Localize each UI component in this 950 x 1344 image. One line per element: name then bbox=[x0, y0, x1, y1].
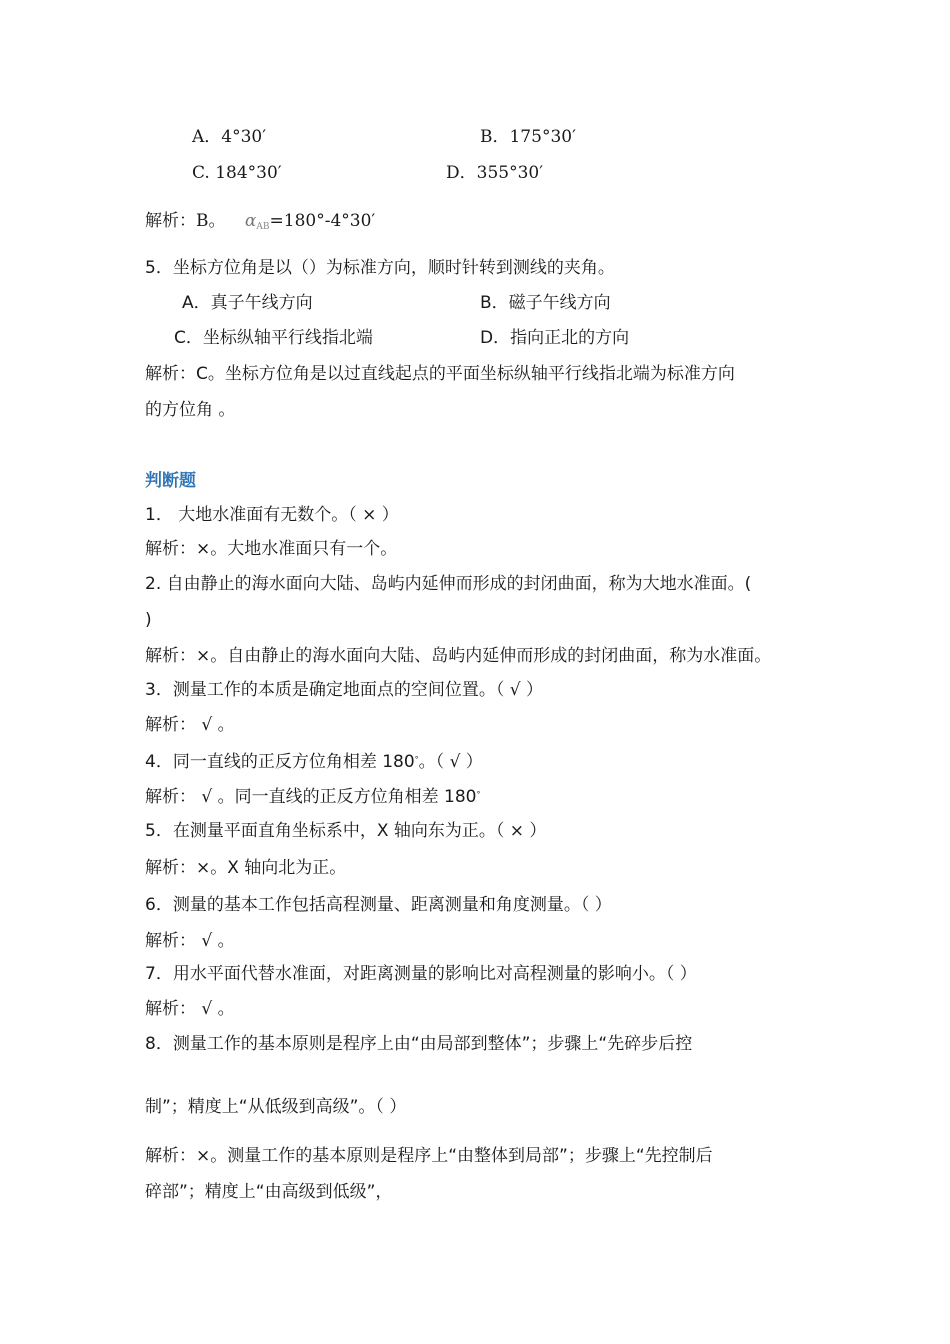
tf-analysis-6: 解析： √ 。 bbox=[145, 931, 235, 951]
alpha-subscript: AB bbox=[256, 222, 270, 232]
tf-question-4-text: 4．同一直线的正反方位角相差 180 bbox=[145, 752, 415, 772]
tf-question-3: 3．测量工作的本质是确定地面点的空间位置。（ √ ） bbox=[145, 680, 543, 700]
tf-question-5: 5．在测量平面直角坐标系中，X 轴向东为正。（ × ） bbox=[145, 821, 547, 841]
q5-analysis-line-1: 解析：C。坐标方位角是以过直线起点的平面坐标纵轴平行线指北端为标准方向 bbox=[145, 364, 735, 384]
tf-question-2-line-1: 2. 自由静止的海水面向大陆、岛屿内延伸而形成的封闭曲面，称为大地水准面。( bbox=[145, 574, 752, 594]
analysis-prefix: 解析：B。 bbox=[145, 211, 226, 231]
tf-analysis-5: 解析：×。X 轴向北为正。 bbox=[145, 858, 347, 878]
tf-question-4 bbox=[145, 749, 483, 773]
tf-question-4-end: 。（ √ ） bbox=[418, 752, 483, 772]
tf-analysis-7: 解析： √ 。 bbox=[145, 999, 235, 1019]
tf-analysis-2: 解析：×。自由静止的海水面向大陆、岛屿内延伸而形成的封闭曲面，称为水准面。 bbox=[145, 646, 772, 666]
q5-stem: 5．坐标方位角是以（）为标准方向，顺时针转到测线的夹角。 bbox=[145, 258, 615, 278]
tf-analysis-4-text: 解析： √ 。同一直线的正反方位角相差 180 bbox=[145, 787, 477, 807]
tf-question-6: 6．测量的基本工作包括高程测量、距离测量和角度测量。（ ） bbox=[145, 895, 612, 915]
option-c: C. 184°30′ bbox=[192, 163, 282, 183]
q5-option-a: A．真子午线方向 bbox=[182, 293, 313, 313]
tf-question-2-line-2: ) bbox=[145, 610, 152, 630]
tf-analysis-1: 解析：×。大地水准面只有一个。 bbox=[145, 539, 398, 559]
section-title: 判断题 bbox=[145, 471, 196, 491]
alpha-symbol: α bbox=[244, 211, 257, 231]
azimuth-formula: =180°-4°30′ bbox=[269, 211, 376, 231]
option-b: B．175°30′ bbox=[480, 127, 576, 147]
q5-option-b: B．磁子午线方向 bbox=[480, 293, 611, 313]
degree-mark: ° bbox=[476, 790, 481, 799]
tf-analysis-8-line-1: 解析：×。测量工作的基本原则是程序上“由整体到局部”；步骤上“先控制后 bbox=[145, 1146, 713, 1166]
tf-question-7: 7．用水平面代替水准面，对距离测量的影响比对高程测量的影响小。（ ） bbox=[145, 964, 697, 984]
tf-question-8-line-1: 8．测量工作的基本原则是程序上由“由局部到整体”；步骤上“先碎步后控 bbox=[145, 1034, 693, 1054]
option-d: D．355°30′ bbox=[446, 163, 544, 183]
tf-analysis-4 bbox=[145, 784, 481, 808]
q4-analysis bbox=[145, 210, 375, 238]
tf-analysis-3: 解析： √ 。 bbox=[145, 715, 235, 735]
tf-question-8-line-2: 制”；精度上“从低级到高级”。（ ） bbox=[145, 1097, 407, 1117]
q5-option-c: C．坐标纵轴平行线指北端 bbox=[174, 328, 373, 348]
q5-analysis-line-2: 的方位角 。 bbox=[145, 400, 236, 420]
tf-question-1: 1． 大地水准面有无数个。（ × ） bbox=[145, 505, 399, 525]
option-a: A．4°30′ bbox=[192, 127, 267, 147]
degree-mark: ° bbox=[414, 755, 419, 764]
tf-analysis-8-line-2: 碎部”；精度上“由高级到低级”， bbox=[145, 1182, 393, 1202]
q5-option-d: D．指向正北的方向 bbox=[480, 328, 630, 348]
